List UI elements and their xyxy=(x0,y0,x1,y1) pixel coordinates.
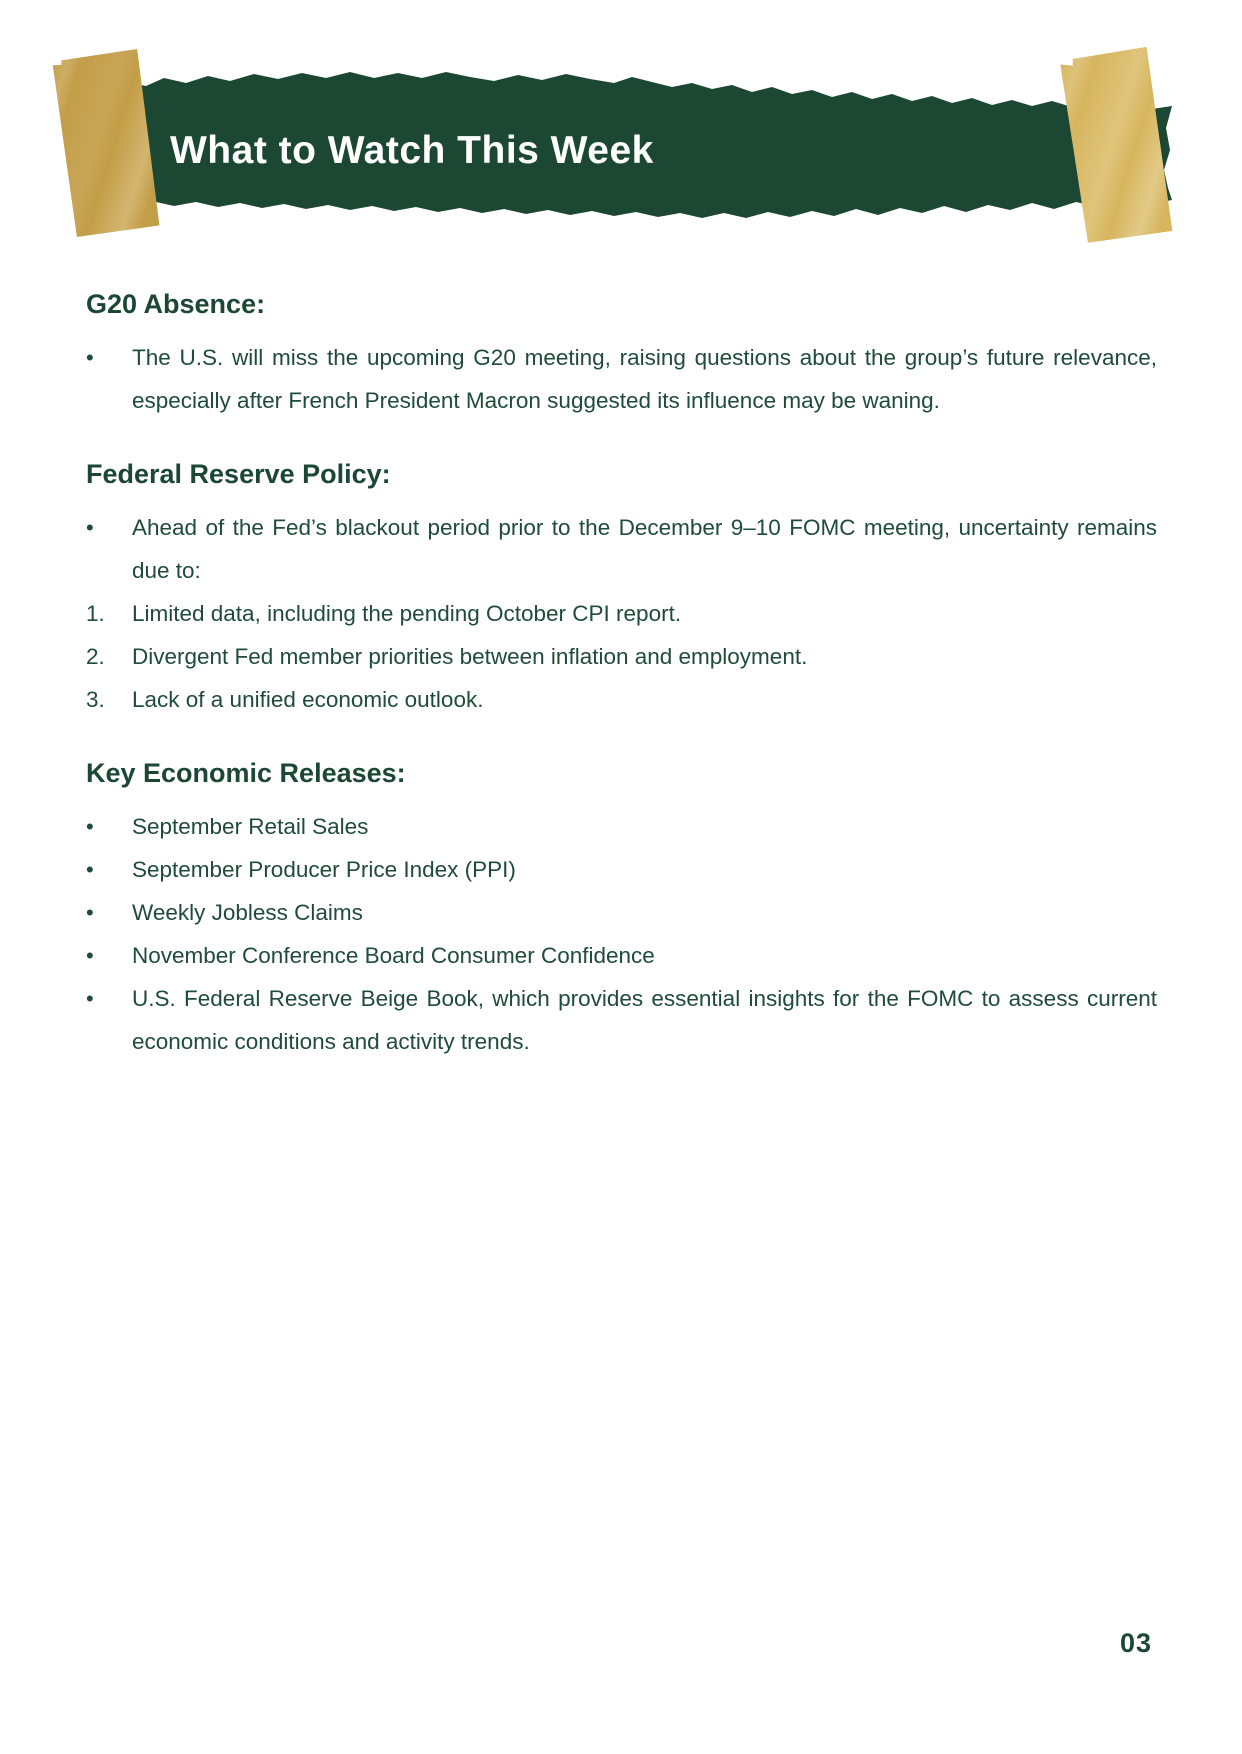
list-item-text: The U.S. will miss the upcoming G20 meeting, raising questions about the group’s future relevance, especially after French President Macron suggested its influence may be waning. xyxy=(132,345,1157,413)
list-item xyxy=(86,805,1157,848)
numbered-item xyxy=(86,635,1157,678)
number-marker: 1. xyxy=(86,601,105,626)
list-item-text: Limited data, including the pending October CPI report. xyxy=(132,601,682,626)
list-item xyxy=(86,977,1157,1063)
list-item xyxy=(86,506,1157,592)
list-item-text: Lack of a unified economic outlook. xyxy=(132,687,484,712)
banner xyxy=(112,66,1172,222)
list-item-text: September Producer Price Index (PPI) xyxy=(132,857,516,882)
bullet-marker: • xyxy=(86,943,94,968)
numbered-item xyxy=(86,592,1157,635)
bullet-marker: • xyxy=(86,345,94,370)
list-item xyxy=(86,934,1157,977)
section-heading: Federal Reserve Policy: xyxy=(86,459,391,489)
numbered-item xyxy=(86,678,1157,721)
bullet-marker: • xyxy=(86,515,94,540)
section-g20-absence xyxy=(86,288,1157,422)
list-item-text: U.S. Federal Reserve Beige Book, which provides essential insights for the FOMC to assess current economic conditions and activity trends. xyxy=(132,986,1157,1054)
list-item xyxy=(86,336,1157,422)
bullet-marker: • xyxy=(86,814,94,839)
banner-title: What to Watch This Week xyxy=(170,129,654,172)
bullet-marker: • xyxy=(86,857,94,882)
section-heading: G20 Absence: xyxy=(86,289,266,319)
list-item xyxy=(86,848,1157,891)
section-federal-reserve-policy xyxy=(86,458,1157,721)
list-item-text: Divergent Fed member priorities between inflation and employment. xyxy=(132,644,808,669)
section-key-economic-releases xyxy=(86,757,1157,1063)
list-item-text: Ahead of the Fed’s blackout period prior to the December 9–10 FOMC meeting, uncertainty remains due to: xyxy=(132,515,1157,583)
list-item-text: September Retail Sales xyxy=(132,814,369,839)
content xyxy=(86,288,1157,1063)
page-number: 03 xyxy=(1119,1628,1152,1658)
list-item-text: November Conference Board Consumer Confidence xyxy=(132,943,655,968)
bullet-marker: • xyxy=(86,900,94,925)
number-marker: 2. xyxy=(86,644,105,669)
list-item-text: Weekly Jobless Claims xyxy=(132,900,363,925)
list-item xyxy=(86,891,1157,934)
bullet-marker: • xyxy=(86,986,94,1011)
section-heading: Key Economic Releases: xyxy=(86,758,406,788)
number-marker: 3. xyxy=(86,687,105,712)
